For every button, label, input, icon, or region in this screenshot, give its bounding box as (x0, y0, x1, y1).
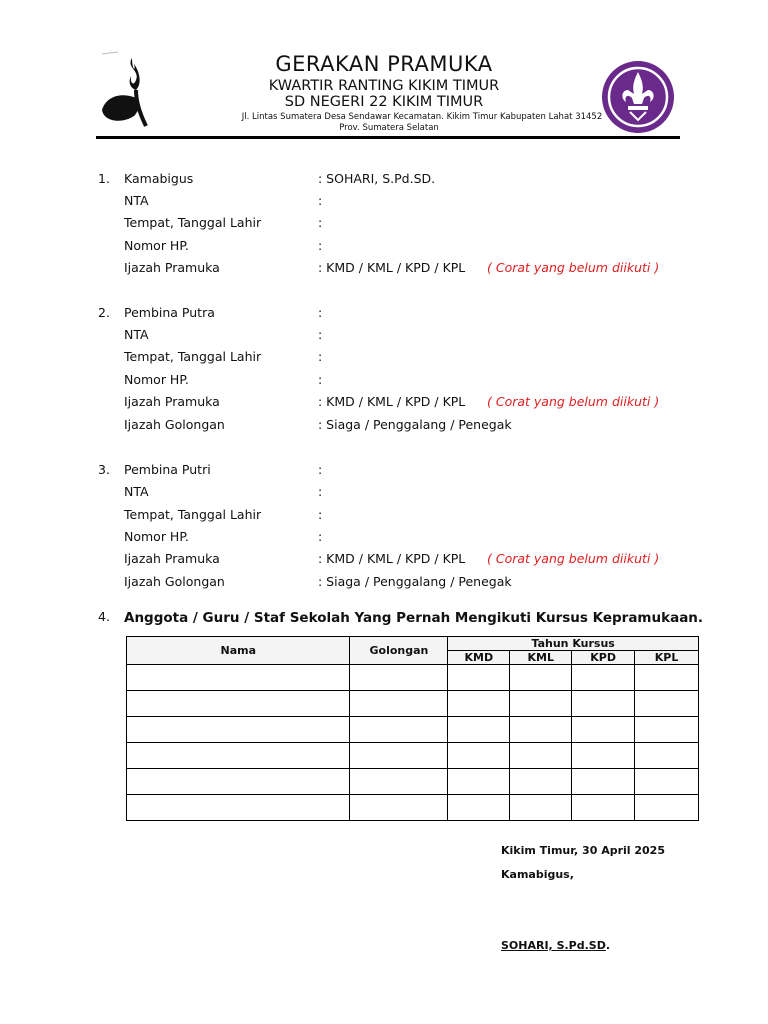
field-value-ijazah-golongan: : Siaga / Penggalang / Penegak (318, 574, 512, 589)
table-cell (127, 691, 350, 717)
table-cell (635, 665, 699, 691)
signature-name-suffix: . (605, 939, 611, 952)
table-cell (510, 743, 572, 769)
table-cell (448, 769, 510, 795)
org-province: Prov. Sumatera Selatan (339, 123, 439, 133)
table-cell (448, 743, 510, 769)
field-label-birth: Tempat, Tanggal Lahir (124, 215, 262, 230)
table-cell (572, 743, 635, 769)
table-cell (350, 691, 448, 717)
signature-role: Kamabigus, (501, 868, 574, 881)
table-cell (572, 665, 635, 691)
kursus-table (126, 636, 699, 821)
field-value-phone: : (318, 238, 323, 253)
table-cell (350, 769, 448, 795)
field-value-kamabigus: : SOHARI, S.Pd.SD. (318, 171, 436, 186)
table-cell (510, 691, 572, 717)
field-value-nta: : (318, 193, 323, 208)
org-subtitle-school: SD NEGERI 22 KIKIM TIMUR (284, 94, 484, 110)
signature-place-date: Kikim Timur, 30 April 2025 (501, 844, 665, 857)
table-cell (448, 795, 510, 821)
table-cell (127, 795, 350, 821)
field-note-strike: ( Corat yang belum diikuti ) (487, 394, 660, 409)
field-value-phone: : (318, 372, 323, 387)
org-subtitle-kwartir: KWARTIR RANTING KIKIM TIMUR (268, 78, 500, 94)
table-cell (635, 691, 699, 717)
signature-name-line (501, 939, 610, 953)
field-value-nta: : (318, 327, 323, 342)
field-label-ijazah-golongan: Ijazah Golongan (124, 417, 225, 432)
field-label-pembina-putra: Pembina Putra (124, 305, 215, 320)
field-value-nta: : (318, 484, 323, 499)
field-label-phone: Nomor HP. (124, 238, 189, 253)
field-label-pembina-putri: Pembina Putri (124, 462, 211, 477)
table-cell (572, 769, 635, 795)
field-value-pembina-putri: : (318, 462, 323, 477)
table-cell (127, 769, 350, 795)
field-value-birth: : (318, 349, 323, 364)
header-divider (96, 136, 680, 139)
table-cell (572, 691, 635, 717)
section-4-title: Anggota / Guru / Staf Sekolah Yang Pernah Mengikuti Kursus Kepramukaan. (124, 610, 704, 626)
org-address: Jl. Lintas Sumatera Desa Sendawar Kecamatan. Kikim Timur Kabupaten Lahat 31452 (241, 112, 603, 122)
table-cell (510, 665, 572, 691)
table-cell (510, 769, 572, 795)
table-cell (510, 795, 572, 821)
column-header-kpl: KPL (635, 651, 699, 665)
field-label-ijazah-pramuka: Ijazah Pramuka (124, 394, 220, 409)
table-cell (127, 665, 350, 691)
column-header-golongan: Golongan (350, 637, 448, 665)
table-cell (448, 665, 510, 691)
table-row (127, 665, 699, 691)
table-row (127, 691, 699, 717)
field-label-nta: NTA (124, 327, 149, 342)
field-note-strike: ( Corat yang belum diikuti ) (487, 260, 660, 275)
table-cell (635, 717, 699, 743)
table-cell (350, 717, 448, 743)
field-label-nta: NTA (124, 193, 149, 208)
field-label-ijazah-golongan: Ijazah Golongan (124, 574, 225, 589)
table-cell (635, 795, 699, 821)
table-cell (350, 795, 448, 821)
table-cell (350, 665, 448, 691)
world-scout-emblem (598, 60, 678, 136)
field-label-phone: Nomor HP. (124, 372, 189, 387)
table-cell (448, 691, 510, 717)
field-label-kamabigus: Kamabigus (124, 171, 194, 186)
column-header-tahun-kursus: Tahun Kursus (448, 637, 699, 651)
section-4-number: 4. (98, 609, 110, 624)
field-label-phone: Nomor HP. (124, 529, 189, 544)
field-value-birth: : (318, 507, 323, 522)
field-label-birth: Tempat, Tanggal Lahir (124, 507, 262, 522)
column-header-kmd: KMD (448, 651, 510, 665)
section-3-number: 3. (98, 462, 110, 477)
field-value-ijazah-golongan: : Siaga / Penggalang / Penegak (318, 417, 512, 432)
column-header-kml: KML (510, 651, 572, 665)
section-1-number: 1. (98, 171, 110, 186)
table-cell (635, 769, 699, 795)
table-cell (572, 795, 635, 821)
table-cell (448, 717, 510, 743)
table-cell (510, 717, 572, 743)
field-label-ijazah-pramuka: Ijazah Pramuka (124, 551, 220, 566)
field-label-nta: NTA (124, 484, 149, 499)
table-cell (635, 743, 699, 769)
field-value-ijazah-pramuka: : KMD / KML / KPD / KPL (318, 260, 466, 275)
org-title: GERAKAN PRAMUKA (275, 52, 493, 76)
field-label-birth: Tempat, Tanggal Lahir (124, 349, 262, 364)
signature-name: SOHARI, S.Pd.SD (501, 939, 606, 952)
section-2-number: 2. (98, 305, 110, 320)
field-value-pembina-putra: : (318, 305, 323, 320)
table-cell (350, 743, 448, 769)
table-row (127, 795, 699, 821)
field-value-ijazah-pramuka: : KMD / KML / KPD / KPL (318, 394, 466, 409)
table-cell (127, 743, 350, 769)
table-cell (572, 717, 635, 743)
field-note-strike: ( Corat yang belum diikuti ) (487, 551, 660, 566)
column-header-nama: Nama (127, 637, 350, 665)
field-value-ijazah-pramuka: : KMD / KML / KPD / KPL (318, 551, 466, 566)
table-cell (127, 717, 350, 743)
field-label-ijazah-pramuka: Ijazah Pramuka (124, 260, 220, 275)
table-row (127, 717, 699, 743)
column-header-kpd: KPD (572, 651, 635, 665)
field-value-phone: : (318, 529, 323, 544)
field-value-birth: : (318, 215, 323, 230)
table-row (127, 743, 699, 769)
table-row (127, 769, 699, 795)
